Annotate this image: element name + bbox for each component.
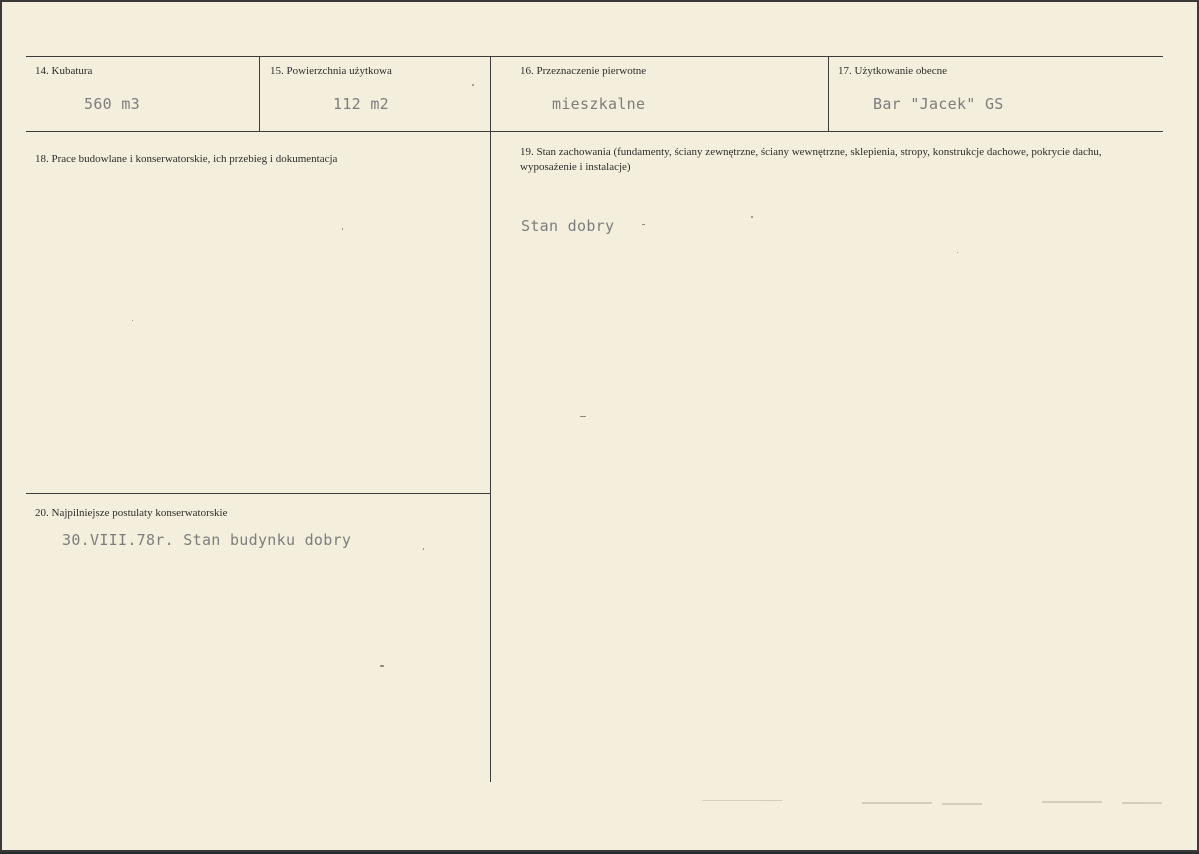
field-17-value: Bar "Jacek" GS [873, 95, 1004, 113]
field-20-label: 20. Najpilniejsze postulaty konserwatorskie [35, 507, 228, 519]
field-19-label: 19. Stan zachowania (fundamenty, ściany zewnętrzne, ściany wewnętrzne, sklepienia, stropy, konstrukcje dachowe, pokrycie dachu, wyposażenie i instalacje) [520, 146, 1102, 173]
field-14-label: 14. Kubatura [35, 65, 93, 77]
paper-speck [423, 548, 424, 550]
paper-speck [380, 665, 384, 667]
paper-speck [751, 216, 753, 218]
field-16-value: mieszkalne [552, 95, 646, 113]
field-17-label: 17. Użytkowanie obecne [838, 65, 948, 77]
column-divider-3 [828, 57, 829, 131]
field-18-label: 18. Prace budowlane i konserwatorskie, ich przebieg i dokumentacja [35, 153, 338, 165]
top-rule [26, 56, 1163, 57]
paper-speck [580, 416, 586, 417]
field-14-value: 560 m3 [84, 95, 140, 113]
field-15-label: 15. Powierzchnia użytkowa [270, 65, 392, 77]
paper-speck [957, 252, 958, 253]
paper-speck [472, 84, 474, 86]
paper-speck [132, 320, 133, 321]
field-16-label: 16. Przeznaczenie pierwotne [520, 65, 647, 77]
field-20-value: 30.VIII.78r. Stan budynku dobry [62, 531, 352, 549]
field-19-value: Stan dobry [521, 217, 615, 235]
column-divider-2 [490, 57, 491, 782]
bleed-through-marks [2, 2, 1199, 854]
paper-speck [642, 224, 645, 225]
column-divider-1 [259, 57, 260, 131]
field-15-value: 112 m2 [333, 95, 389, 113]
paper-speck [342, 228, 343, 230]
section-divider [26, 493, 491, 494]
row-divider [26, 131, 1163, 132]
